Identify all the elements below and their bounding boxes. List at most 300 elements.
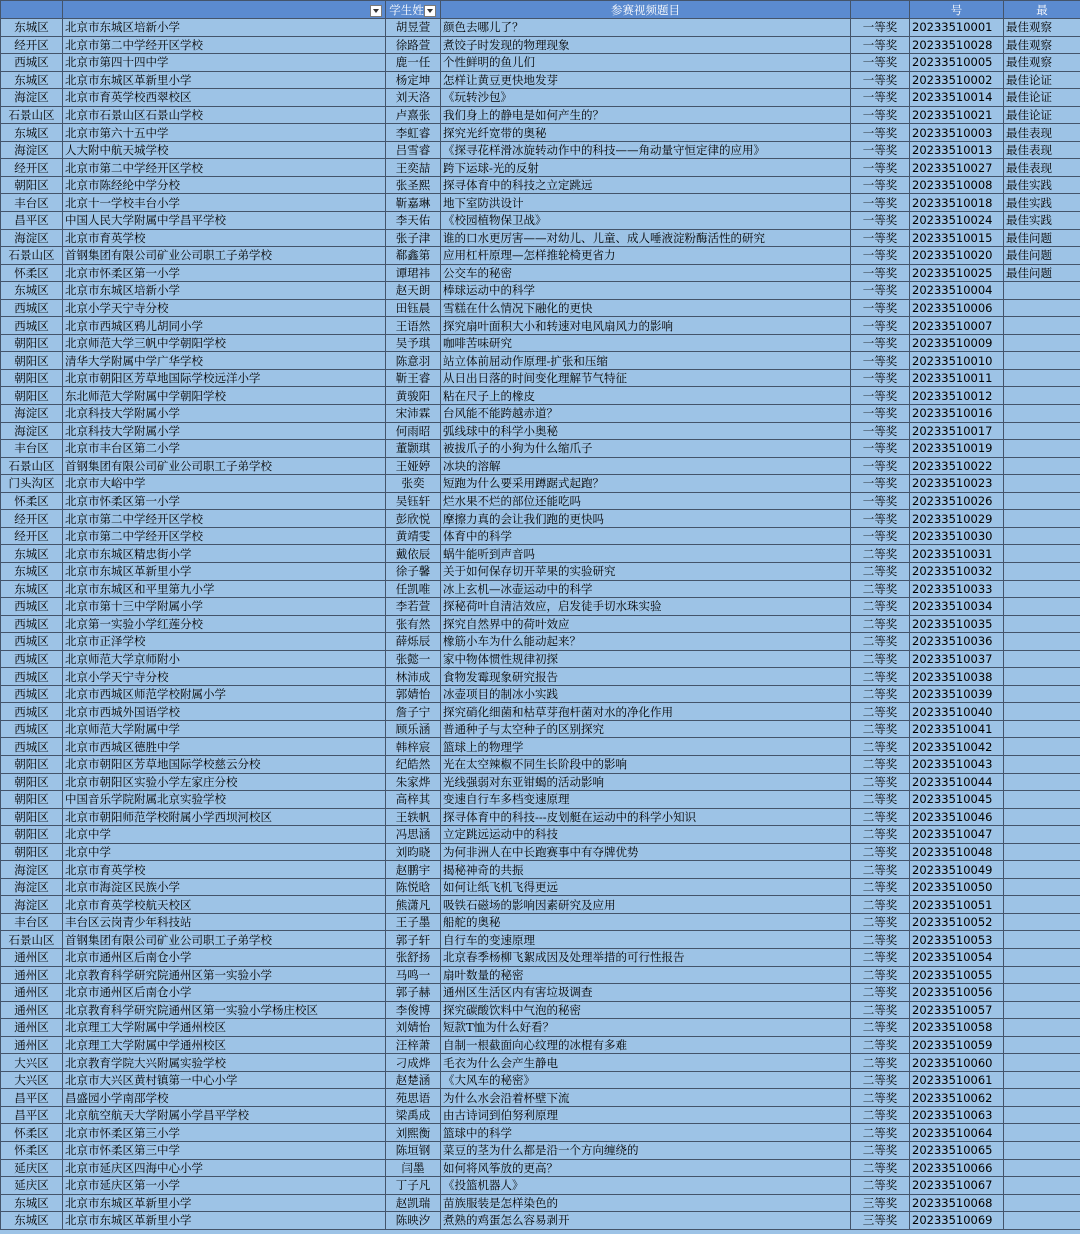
district-cell[interactable]: 朝阳区 xyxy=(1,808,63,826)
student-name-cell[interactable]: 卢熹张 xyxy=(386,106,441,124)
table-row[interactable] xyxy=(1,229,1080,247)
student-name-cell[interactable]: 徐子馨 xyxy=(386,562,441,580)
district-cell[interactable]: 西城区 xyxy=(1,633,63,651)
award-cell[interactable]: 二等奖 xyxy=(851,861,910,879)
award-cell[interactable]: 二等奖 xyxy=(851,1177,910,1195)
school-cell[interactable]: 人大附中航天城学校 xyxy=(63,141,386,159)
district-cell[interactable]: 丰台区 xyxy=(1,913,63,931)
table-row[interactable] xyxy=(1,598,1080,616)
video-title-cell[interactable]: 咖啡苦味研究 xyxy=(441,334,851,352)
table-row[interactable] xyxy=(1,738,1080,756)
video-title-cell[interactable]: 如何将风筝放的更高？ xyxy=(441,1159,851,1177)
table-row[interactable] xyxy=(1,71,1080,89)
award-cell[interactable]: 二等奖 xyxy=(851,1001,910,1019)
school-cell[interactable]: 首钢集团有限公司矿业公司职工子弟学校 xyxy=(63,457,386,475)
award-cell[interactable]: 一等奖 xyxy=(851,124,910,142)
video-title-cell[interactable]: 台风能不能跨越赤道？ xyxy=(441,405,851,423)
video-title-cell[interactable]: 为什么水会沿着杯壁下流 xyxy=(441,1089,851,1107)
table-row[interactable] xyxy=(1,826,1080,844)
video-title-cell[interactable]: 为何非洲人在中长跑赛事中有夺牌优势 xyxy=(441,843,851,861)
number-cell[interactable]: 20233510023 xyxy=(910,475,1004,493)
award-cell[interactable]: 一等奖 xyxy=(851,54,910,72)
video-title-cell[interactable]: 我们身上的静电是如何产生的？ xyxy=(441,106,851,124)
number-cell[interactable]: 20233510009 xyxy=(910,334,1004,352)
student-name-cell[interactable]: 吴予琪 xyxy=(386,334,441,352)
video-title-cell[interactable]: 《玩转沙包》 xyxy=(441,89,851,107)
district-cell[interactable]: 通州区 xyxy=(1,948,63,966)
award-cell[interactable]: 二等奖 xyxy=(851,791,910,809)
table-row[interactable] xyxy=(1,1159,1080,1177)
award-cell[interactable]: 一等奖 xyxy=(851,457,910,475)
best-award-cell[interactable]: 最佳问题 xyxy=(1004,229,1080,247)
video-title-cell[interactable]: 冰块的溶解 xyxy=(441,457,851,475)
district-cell[interactable]: 西城区 xyxy=(1,54,63,72)
school-cell[interactable]: 首钢集团有限公司矿业公司职工子弟学校 xyxy=(63,931,386,949)
school-cell[interactable]: 北京市怀柔区第三小学 xyxy=(63,1124,386,1142)
best-award-cell[interactable]: 最佳实践 xyxy=(1004,176,1080,194)
best-award-cell[interactable]: 最佳表现 xyxy=(1004,124,1080,142)
student-name-cell[interactable]: 冯思涵 xyxy=(386,826,441,844)
best-award-cell[interactable] xyxy=(1004,422,1080,440)
school-cell[interactable]: 北京市东城区革新里小学 xyxy=(63,562,386,580)
school-cell[interactable]: 北京中学 xyxy=(63,826,386,844)
district-cell[interactable]: 通州区 xyxy=(1,1036,63,1054)
number-cell[interactable]: 20233510059 xyxy=(910,1036,1004,1054)
award-cell[interactable]: 一等奖 xyxy=(851,212,910,230)
video-title-cell[interactable]: 探究碳酸饮料中气泡的秘密 xyxy=(441,1001,851,1019)
school-cell[interactable]: 北京市东城区和平里第九小学 xyxy=(63,580,386,598)
number-cell[interactable]: 20233510019 xyxy=(910,440,1004,458)
school-cell[interactable]: 北京市第二中学经开区学校 xyxy=(63,36,386,54)
best-award-cell[interactable] xyxy=(1004,1159,1080,1177)
best-award-cell[interactable] xyxy=(1004,440,1080,458)
district-cell[interactable]: 朝阳区 xyxy=(1,791,63,809)
number-cell[interactable]: 20233510046 xyxy=(910,808,1004,826)
district-cell[interactable]: 大兴区 xyxy=(1,1071,63,1089)
table-row[interactable] xyxy=(1,106,1080,124)
school-cell[interactable]: 北京市东城区培新小学 xyxy=(63,282,386,300)
school-cell[interactable]: 北京市西城区师范学校附属小学 xyxy=(63,685,386,703)
student-name-cell[interactable]: 彭欣悦 xyxy=(386,510,441,528)
video-title-cell[interactable]: 橡筋小车为什么能动起来？ xyxy=(441,633,851,651)
school-cell[interactable]: 中国人民大学附属中学昌平学校 xyxy=(63,212,386,230)
award-cell[interactable]: 二等奖 xyxy=(851,668,910,686)
best-award-cell[interactable]: 最佳实践 xyxy=(1004,212,1080,230)
table-row[interactable] xyxy=(1,369,1080,387)
video-title-cell[interactable]: 颜色去哪儿了？ xyxy=(441,19,851,37)
award-cell[interactable]: 一等奖 xyxy=(851,422,910,440)
table-row[interactable] xyxy=(1,773,1080,791)
school-cell[interactable]: 北京中学 xyxy=(63,843,386,861)
best-award-cell[interactable] xyxy=(1004,843,1080,861)
table-row[interactable] xyxy=(1,194,1080,212)
table-row[interactable] xyxy=(1,282,1080,300)
table-row[interactable] xyxy=(1,176,1080,194)
award-cell[interactable]: 二等奖 xyxy=(851,598,910,616)
student-name-cell[interactable]: 黄骏阳 xyxy=(386,387,441,405)
table-row[interactable] xyxy=(1,54,1080,72)
student-name-cell[interactable]: 薛烁辰 xyxy=(386,633,441,651)
best-award-cell[interactable] xyxy=(1004,773,1080,791)
award-cell[interactable]: 二等奖 xyxy=(851,703,910,721)
district-cell[interactable]: 海淀区 xyxy=(1,878,63,896)
district-cell[interactable]: 经开区 xyxy=(1,527,63,545)
best-award-cell[interactable] xyxy=(1004,1106,1080,1124)
best-award-cell[interactable]: 最佳论证 xyxy=(1004,71,1080,89)
video-title-cell[interactable]: 短跑为什么要采用蹲踞式起跑？ xyxy=(441,475,851,493)
video-title-cell[interactable]: 吸铁石磁场的影响因素研究及应用 xyxy=(441,896,851,914)
number-cell[interactable]: 20233510021 xyxy=(910,106,1004,124)
award-cell[interactable]: 二等奖 xyxy=(851,738,910,756)
table-row[interactable] xyxy=(1,703,1080,721)
district-cell[interactable]: 丰台区 xyxy=(1,440,63,458)
video-title-cell[interactable]: 蜗牛能听到声音吗 xyxy=(441,545,851,563)
award-cell[interactable]: 二等奖 xyxy=(851,580,910,598)
award-cell[interactable]: 二等奖 xyxy=(851,1159,910,1177)
award-cell[interactable]: 一等奖 xyxy=(851,229,910,247)
number-cell[interactable]: 20233510013 xyxy=(910,141,1004,159)
school-cell[interactable]: 北京市通州区后南仓小学 xyxy=(63,948,386,966)
number-cell[interactable]: 20233510064 xyxy=(910,1124,1004,1142)
best-award-cell[interactable] xyxy=(1004,562,1080,580)
number-cell[interactable]: 20233510067 xyxy=(910,1177,1004,1195)
district-cell[interactable]: 东城区 xyxy=(1,562,63,580)
district-cell[interactable]: 海淀区 xyxy=(1,422,63,440)
video-title-cell[interactable]: 自行车的变速原理 xyxy=(441,931,851,949)
video-title-cell[interactable]: 棒球运动中的科学 xyxy=(441,282,851,300)
school-cell[interactable]: 北京市东城区革新里小学 xyxy=(63,1194,386,1212)
number-cell[interactable]: 20233510016 xyxy=(910,405,1004,423)
district-cell[interactable]: 东城区 xyxy=(1,282,63,300)
video-title-cell[interactable]: 揭秘神奇的共振 xyxy=(441,861,851,879)
number-cell[interactable]: 20233510052 xyxy=(910,913,1004,931)
school-cell[interactable]: 北京市育英学校西翠校区 xyxy=(63,89,386,107)
district-cell[interactable]: 朝阳区 xyxy=(1,176,63,194)
table-row[interactable] xyxy=(1,861,1080,879)
school-cell[interactable]: 首钢集团有限公司矿业公司职工子弟学校 xyxy=(63,247,386,265)
student-name-cell[interactable]: 苑思语 xyxy=(386,1089,441,1107)
best-award-cell[interactable] xyxy=(1004,878,1080,896)
header-student-name[interactable]: 学生姓 xyxy=(386,1,441,19)
number-cell[interactable]: 20233510063 xyxy=(910,1106,1004,1124)
student-name-cell[interactable]: 李若萱 xyxy=(386,598,441,616)
student-name-cell[interactable]: 鹿一任 xyxy=(386,54,441,72)
district-cell[interactable]: 西城区 xyxy=(1,703,63,721)
table-row[interactable] xyxy=(1,755,1080,773)
district-cell[interactable]: 西城区 xyxy=(1,685,63,703)
number-cell[interactable]: 20233510048 xyxy=(910,843,1004,861)
table-row[interactable] xyxy=(1,1036,1080,1054)
award-cell[interactable]: 一等奖 xyxy=(851,299,910,317)
district-cell[interactable]: 海淀区 xyxy=(1,89,63,107)
district-cell[interactable]: 延庆区 xyxy=(1,1177,63,1195)
number-cell[interactable]: 20233510036 xyxy=(910,633,1004,651)
award-cell[interactable]: 一等奖 xyxy=(851,527,910,545)
award-cell[interactable]: 二等奖 xyxy=(851,650,910,668)
table-row[interactable] xyxy=(1,352,1080,370)
video-title-cell[interactable]: 食物发霉现象研究报告 xyxy=(441,668,851,686)
video-title-cell[interactable]: 北京春季杨柳飞絮成因及处理举措的可行性报告 xyxy=(441,948,851,966)
table-row[interactable] xyxy=(1,931,1080,949)
award-cell[interactable]: 一等奖 xyxy=(851,89,910,107)
district-cell[interactable]: 海淀区 xyxy=(1,405,63,423)
student-name-cell[interactable]: 闫墨 xyxy=(386,1159,441,1177)
student-name-cell[interactable]: 杨定坤 xyxy=(386,71,441,89)
table-row[interactable] xyxy=(1,317,1080,335)
video-title-cell[interactable]: 跨下运球-光的反射 xyxy=(441,159,851,177)
school-cell[interactable]: 北京理工大学附属中学通州校区 xyxy=(63,1019,386,1037)
school-cell[interactable]: 北京市第六十五中学 xyxy=(63,124,386,142)
table-row[interactable] xyxy=(1,808,1080,826)
school-cell[interactable]: 北京市朝阳区芳草地国际学校慈云分校 xyxy=(63,755,386,773)
best-award-cell[interactable] xyxy=(1004,545,1080,563)
table-row[interactable] xyxy=(1,650,1080,668)
district-cell[interactable]: 经开区 xyxy=(1,36,63,54)
student-name-cell[interactable]: 刁成烨 xyxy=(386,1054,441,1072)
table-row[interactable] xyxy=(1,580,1080,598)
student-name-cell[interactable]: 王语然 xyxy=(386,317,441,335)
video-title-cell[interactable]: 关于如何保存切开苹果的实验研究 xyxy=(441,562,851,580)
video-title-cell[interactable]: 烂水果不烂的部位还能吃吗 xyxy=(441,492,851,510)
award-cell[interactable]: 一等奖 xyxy=(851,159,910,177)
district-cell[interactable]: 昌平区 xyxy=(1,1106,63,1124)
table-row[interactable] xyxy=(1,685,1080,703)
number-cell[interactable]: 20233510026 xyxy=(910,492,1004,510)
award-cell[interactable]: 一等奖 xyxy=(851,71,910,89)
number-cell[interactable]: 20233510039 xyxy=(910,685,1004,703)
district-cell[interactable]: 海淀区 xyxy=(1,229,63,247)
table-row[interactable] xyxy=(1,1142,1080,1160)
school-cell[interactable]: 北京市大兴区黄村镇第一中心小学 xyxy=(63,1071,386,1089)
district-cell[interactable]: 门头沟区 xyxy=(1,475,63,493)
video-title-cell[interactable]: 从日出日落的时间变化理解节气特征 xyxy=(441,369,851,387)
district-cell[interactable]: 东城区 xyxy=(1,1212,63,1230)
best-award-cell[interactable] xyxy=(1004,334,1080,352)
best-award-cell[interactable]: 最佳表现 xyxy=(1004,141,1080,159)
award-cell[interactable]: 二等奖 xyxy=(851,615,910,633)
number-cell[interactable]: 20233510047 xyxy=(910,826,1004,844)
video-title-cell[interactable]: 谁的口水更厉害——对幼儿、儿童、成人唾液淀粉酶活性的研究 xyxy=(441,229,851,247)
number-cell[interactable]: 20233510010 xyxy=(910,352,1004,370)
school-cell[interactable]: 北京市育英学校航天校区 xyxy=(63,896,386,914)
best-award-cell[interactable] xyxy=(1004,475,1080,493)
district-cell[interactable]: 朝阳区 xyxy=(1,387,63,405)
school-cell[interactable]: 北京第一实验小学红莲分校 xyxy=(63,615,386,633)
number-cell[interactable]: 20233510051 xyxy=(910,896,1004,914)
district-cell[interactable]: 怀柔区 xyxy=(1,1124,63,1142)
number-cell[interactable]: 20233510032 xyxy=(910,562,1004,580)
school-cell[interactable]: 北京市陈经纶中学分校 xyxy=(63,176,386,194)
best-award-cell[interactable] xyxy=(1004,966,1080,984)
student-name-cell[interactable]: 王子墨 xyxy=(386,913,441,931)
school-cell[interactable]: 北京教育科学研究院通州区第一实验小学杨庄校区 xyxy=(63,1001,386,1019)
table-row[interactable] xyxy=(1,1019,1080,1037)
best-award-cell[interactable] xyxy=(1004,685,1080,703)
number-cell[interactable]: 20233510017 xyxy=(910,422,1004,440)
number-cell[interactable]: 20233510057 xyxy=(910,1001,1004,1019)
video-title-cell[interactable]: 通州区生活区内有害垃圾调查 xyxy=(441,984,851,1002)
award-cell[interactable]: 二等奖 xyxy=(851,913,910,931)
table-row[interactable] xyxy=(1,720,1080,738)
student-name-cell[interactable]: 熊潇凡 xyxy=(386,896,441,914)
table-row[interactable] xyxy=(1,1177,1080,1195)
award-cell[interactable]: 二等奖 xyxy=(851,808,910,826)
district-cell[interactable]: 朝阳区 xyxy=(1,755,63,773)
table-row[interactable] xyxy=(1,984,1080,1002)
district-cell[interactable]: 朝阳区 xyxy=(1,369,63,387)
student-name-cell[interactable]: 黄靖雯 xyxy=(386,527,441,545)
school-cell[interactable]: 北京市第二中学经开区学校 xyxy=(63,159,386,177)
school-cell[interactable]: 中国音乐学院附属北京实验学校 xyxy=(63,791,386,809)
district-cell[interactable]: 石景山区 xyxy=(1,931,63,949)
award-cell[interactable]: 二等奖 xyxy=(851,966,910,984)
award-cell[interactable]: 二等奖 xyxy=(851,826,910,844)
number-cell[interactable]: 20233510044 xyxy=(910,773,1004,791)
award-cell[interactable]: 一等奖 xyxy=(851,387,910,405)
student-name-cell[interactable]: 郭婧怡 xyxy=(386,685,441,703)
award-cell[interactable]: 一等奖 xyxy=(851,194,910,212)
filter-dropdown-icon[interactable] xyxy=(424,5,436,17)
award-cell[interactable]: 二等奖 xyxy=(851,1106,910,1124)
best-award-cell[interactable] xyxy=(1004,808,1080,826)
table-row[interactable] xyxy=(1,124,1080,142)
district-cell[interactable]: 东城区 xyxy=(1,124,63,142)
student-name-cell[interactable]: 张舒扬 xyxy=(386,948,441,966)
award-cell[interactable]: 一等奖 xyxy=(851,440,910,458)
number-cell[interactable]: 20233510015 xyxy=(910,229,1004,247)
student-name-cell[interactable]: 王奕喆 xyxy=(386,159,441,177)
number-cell[interactable]: 20233510008 xyxy=(910,176,1004,194)
school-cell[interactable]: 东北师范大学附属中学朝阳学校 xyxy=(63,387,386,405)
award-cell[interactable]: 一等奖 xyxy=(851,176,910,194)
student-name-cell[interactable]: 陈映汐 xyxy=(386,1212,441,1230)
student-name-cell[interactable]: 赵鹏宇 xyxy=(386,861,441,879)
table-row[interactable] xyxy=(1,668,1080,686)
best-award-cell[interactable] xyxy=(1004,510,1080,528)
district-cell[interactable]: 通州区 xyxy=(1,966,63,984)
video-title-cell[interactable]: 探究硝化细菌和枯草芽孢杆菌对水的净化作用 xyxy=(441,703,851,721)
school-cell[interactable]: 北京教育学院大兴附属实验学校 xyxy=(63,1054,386,1072)
best-award-cell[interactable] xyxy=(1004,826,1080,844)
number-cell[interactable]: 20233510004 xyxy=(910,282,1004,300)
award-cell[interactable]: 一等奖 xyxy=(851,317,910,335)
award-cell[interactable]: 一等奖 xyxy=(851,282,910,300)
school-cell[interactable]: 北京理工大学附属中学通州校区 xyxy=(63,1036,386,1054)
video-title-cell[interactable]: 普通种子与太空种子的区别探究 xyxy=(441,720,851,738)
student-name-cell[interactable]: 李天佑 xyxy=(386,212,441,230)
award-cell[interactable]: 二等奖 xyxy=(851,545,910,563)
student-name-cell[interactable]: 吕雪睿 xyxy=(386,141,441,159)
best-award-cell[interactable] xyxy=(1004,457,1080,475)
number-cell[interactable]: 20233510049 xyxy=(910,861,1004,879)
student-name-cell[interactable]: 陈意羽 xyxy=(386,352,441,370)
table-row[interactable] xyxy=(1,633,1080,651)
best-award-cell[interactable] xyxy=(1004,720,1080,738)
video-title-cell[interactable]: 自制一根截面向心纹理的冰棍有多难 xyxy=(441,1036,851,1054)
district-cell[interactable]: 通州区 xyxy=(1,1019,63,1037)
best-award-cell[interactable] xyxy=(1004,1142,1080,1160)
student-name-cell[interactable]: 郭子轩 xyxy=(386,931,441,949)
table-row[interactable] xyxy=(1,1001,1080,1019)
award-cell[interactable]: 一等奖 xyxy=(851,264,910,282)
best-award-cell[interactable]: 最佳观察 xyxy=(1004,19,1080,37)
video-title-cell[interactable]: 《大风车的秘密》 xyxy=(441,1071,851,1089)
best-award-cell[interactable] xyxy=(1004,755,1080,773)
table-row[interactable] xyxy=(1,878,1080,896)
best-award-cell[interactable] xyxy=(1004,861,1080,879)
table-row[interactable] xyxy=(1,948,1080,966)
best-award-cell[interactable] xyxy=(1004,299,1080,317)
award-cell[interactable]: 二等奖 xyxy=(851,1089,910,1107)
award-cell[interactable]: 二等奖 xyxy=(851,1071,910,1089)
table-row[interactable] xyxy=(1,440,1080,458)
student-name-cell[interactable]: 郗鑫第 xyxy=(386,247,441,265)
award-cell[interactable]: 三等奖 xyxy=(851,1194,910,1212)
district-cell[interactable]: 经开区 xyxy=(1,159,63,177)
number-cell[interactable]: 20233510068 xyxy=(910,1194,1004,1212)
best-award-cell[interactable] xyxy=(1004,1054,1080,1072)
school-cell[interactable]: 北京市正泽学校 xyxy=(63,633,386,651)
number-cell[interactable]: 20233510007 xyxy=(910,317,1004,335)
table-row[interactable] xyxy=(1,89,1080,107)
best-award-cell[interactable] xyxy=(1004,1124,1080,1142)
award-cell[interactable]: 二等奖 xyxy=(851,948,910,966)
student-name-cell[interactable]: 胡昱萱 xyxy=(386,19,441,37)
school-cell[interactable]: 北京市通州区后南仓小学 xyxy=(63,984,386,1002)
video-title-cell[interactable]: 毛衣为什么会产生静电 xyxy=(441,1054,851,1072)
district-cell[interactable]: 朝阳区 xyxy=(1,334,63,352)
number-cell[interactable]: 20233510042 xyxy=(910,738,1004,756)
number-cell[interactable]: 20233510050 xyxy=(910,878,1004,896)
best-award-cell[interactable] xyxy=(1004,1036,1080,1054)
video-title-cell[interactable]: 煮饺子时发现的物理现象 xyxy=(441,36,851,54)
award-cell[interactable]: 一等奖 xyxy=(851,475,910,493)
student-name-cell[interactable]: 张懿一 xyxy=(386,650,441,668)
video-title-cell[interactable]: 应用杠杆原理—怎样推轮椅更省力 xyxy=(441,247,851,265)
award-cell[interactable]: 一等奖 xyxy=(851,405,910,423)
number-cell[interactable]: 20233510062 xyxy=(910,1089,1004,1107)
school-cell[interactable]: 丰台区云岗青少年科技站 xyxy=(63,913,386,931)
award-cell[interactable]: 二等奖 xyxy=(851,984,910,1002)
table-row[interactable] xyxy=(1,212,1080,230)
best-award-cell[interactable] xyxy=(1004,1019,1080,1037)
school-cell[interactable]: 北京市第二中学经开区学校 xyxy=(63,527,386,545)
district-cell[interactable]: 丰台区 xyxy=(1,194,63,212)
district-cell[interactable]: 怀柔区 xyxy=(1,492,63,510)
student-name-cell[interactable]: 梁禹成 xyxy=(386,1106,441,1124)
student-name-cell[interactable]: 林沛成 xyxy=(386,668,441,686)
school-cell[interactable]: 北京市怀柔区第一小学 xyxy=(63,264,386,282)
district-cell[interactable]: 西城区 xyxy=(1,299,63,317)
award-cell[interactable]: 一等奖 xyxy=(851,106,910,124)
video-title-cell[interactable]: 《校园植物保卫战》 xyxy=(441,212,851,230)
district-cell[interactable]: 西城区 xyxy=(1,598,63,616)
table-row[interactable] xyxy=(1,913,1080,931)
table-row[interactable] xyxy=(1,334,1080,352)
best-award-cell[interactable] xyxy=(1004,931,1080,949)
video-title-cell[interactable]: 公交车的秘密 xyxy=(441,264,851,282)
number-cell[interactable]: 20233510028 xyxy=(910,36,1004,54)
table-row[interactable] xyxy=(1,615,1080,633)
video-title-cell[interactable]: 菜豆的茎为什么都是沿一个方向缠绕的 xyxy=(441,1142,851,1160)
district-cell[interactable]: 朝阳区 xyxy=(1,826,63,844)
school-cell[interactable]: 北京市育英学校 xyxy=(63,861,386,879)
best-award-cell[interactable] xyxy=(1004,896,1080,914)
student-name-cell[interactable]: 顾乐涵 xyxy=(386,720,441,738)
table-row[interactable] xyxy=(1,141,1080,159)
award-cell[interactable]: 一等奖 xyxy=(851,369,910,387)
school-cell[interactable]: 北京市西城区德胜中学 xyxy=(63,738,386,756)
